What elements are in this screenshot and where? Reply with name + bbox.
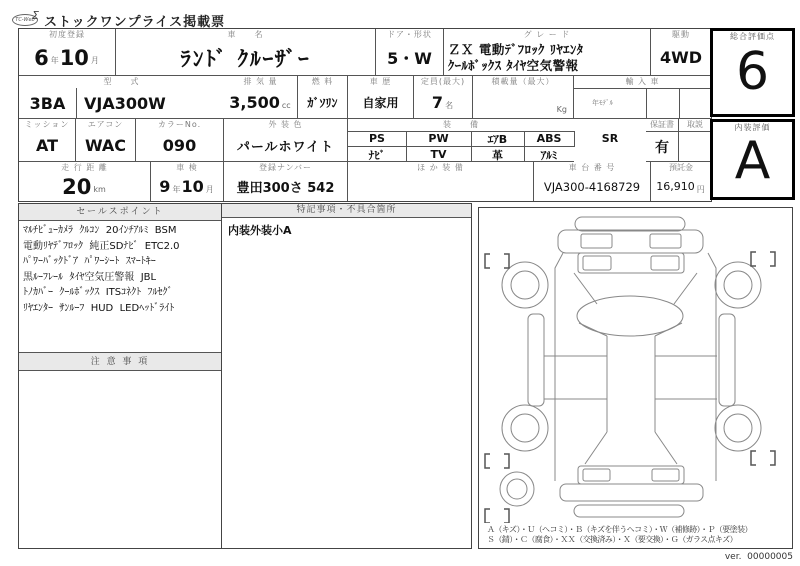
inspection-cell <box>151 162 224 201</box>
spare-tire <box>500 472 534 506</box>
grade-line1: ＺＸ 電動ﾃﾞﾌﾛｯｸ ﾘﾔｴﾝﾀ <box>448 42 584 57</box>
chassis-number-label: 車 台 番 号 <box>568 163 616 172</box>
load-capacity-cell <box>473 76 574 119</box>
mileage-label: 走 行 距 離 <box>61 163 108 172</box>
interior-score-value: A <box>734 131 771 191</box>
inspection-month: 10 <box>181 177 204 196</box>
notes-value: 内装外装小A <box>228 224 292 237</box>
inspection-year: 9 <box>159 177 171 196</box>
headlight-right <box>650 234 681 248</box>
registration-number-label: 登録ナンバー <box>258 163 313 172</box>
fuel-value: ｶﾞｿﾘﾝ <box>307 96 338 110</box>
front-bumper <box>575 217 685 231</box>
inspection-label: 車 検 <box>176 163 198 172</box>
transmission-value: AT <box>35 136 59 155</box>
yen-unit: 円 <box>696 185 705 194</box>
import-car-label: 輸 入 車 <box>574 76 711 89</box>
history-label: 車 歴 <box>369 77 392 86</box>
other-equipment-label: ほ か 装 備 <box>417 163 464 172</box>
year-unit: 年 <box>172 185 181 194</box>
equip-leather: 革 <box>492 148 503 162</box>
capacity-label: 定員(最大) <box>420 77 466 86</box>
model-prefix-value: 3BA <box>29 94 66 113</box>
notes-header: 特記事項・不具合箇所 <box>222 204 471 218</box>
door-shape-cell <box>376 29 444 76</box>
warranty-cell <box>646 119 679 162</box>
car-name-cell <box>116 29 376 76</box>
door-seams <box>544 356 717 399</box>
chassis-number-cell <box>534 162 651 201</box>
damage-legend-line1: Ａ（キズ）・Ｕ（ヘコミ）・Ｂ（キズを伴うヘコミ）・Ｗ（補修跡）・Ｐ（要塗装） <box>487 525 752 534</box>
history-value: 自家用 <box>362 96 399 110</box>
car-name-label: 車 名 <box>227 30 264 39</box>
deposit-label: 預託金 <box>669 163 693 172</box>
year-unit: 年 <box>50 56 59 65</box>
model-code-value: VJA300W <box>84 94 166 113</box>
km-unit: km <box>93 185 106 194</box>
headlight-left <box>581 234 612 248</box>
load-capacity-label: 積載量（最大） <box>491 77 555 86</box>
notes-panel <box>222 203 472 549</box>
color-no-cell <box>136 119 224 162</box>
warranty-label: 保証書 <box>646 119 678 132</box>
fuel-label: 燃 料 <box>311 77 334 86</box>
caution-header: 注 意 事 項 <box>19 352 221 371</box>
import-year-model-label: 年ﾓﾃﾞﾙ <box>592 99 613 107</box>
door-shape-value: 5・W <box>387 49 432 68</box>
displacement-value: 3,500 <box>229 93 280 112</box>
taillight-left <box>583 469 610 481</box>
sales-line: 電動ﾘﾔﾃﾞﾌﾛｯｸ 純正SDﾅﾋﾞ ETC2.0 <box>23 240 180 252</box>
taillight-right <box>652 469 679 481</box>
aircon-value: WAC <box>84 136 127 155</box>
equip-abs: ABS <box>536 132 562 145</box>
page-title: ストックワンプライス掲載票 <box>44 15 226 30</box>
import-car-cell <box>574 76 711 119</box>
equipment-label: 装 備 <box>348 119 574 132</box>
sales-line: ﾊﾟﾜｰﾊﾞｯｸﾄﾞｱ ﾊﾟﾜｰｼｰﾄ ｽﾏｰﾄｷｰ <box>23 256 156 267</box>
divider <box>646 89 647 119</box>
a-pillars <box>574 273 697 304</box>
divider <box>679 89 680 119</box>
drive-label: 駆動 <box>672 30 690 39</box>
car-top-view-diagram <box>479 208 792 523</box>
exterior-color-cell <box>224 119 348 162</box>
aircon-cell <box>76 119 136 162</box>
rear-left-wheel <box>502 405 548 451</box>
mileage-value: 20 <box>62 174 92 199</box>
registration-number-cell <box>224 162 348 201</box>
grade-line2: ｸｰﾙﾎﾞｯｸｽ ﾀｲﾔ空気警報 <box>448 58 579 73</box>
manual-value <box>679 132 711 161</box>
equip-alloy: ｱﾙﾐ <box>540 148 558 162</box>
transmission-label: ミッション <box>24 120 70 129</box>
interior-score-box <box>710 119 795 200</box>
rear-bumper <box>574 505 684 517</box>
capacity-cell <box>414 76 473 119</box>
capacity-unit: 名 <box>445 101 454 110</box>
drive-cell <box>651 29 711 76</box>
sales-points-panel <box>18 203 222 549</box>
capacity-value: 7 <box>431 93 444 112</box>
deposit-value: 16,910 <box>656 180 695 193</box>
car-name-value: ﾗﾝﾄﾞ ｸﾙｰｻﾞｰ <box>180 46 311 71</box>
manual-label: 取説 <box>679 119 711 132</box>
tcweb-logo-sigma-icon: Σ <box>32 9 39 22</box>
damage-legend-line2: Ｓ（錆）・Ｃ（腐食）・ＸＸ（交換済み）・Ｘ（要交換）・Ｇ（ガラス点キズ） <box>487 535 737 544</box>
sales-points-header: セールスポイント <box>19 204 221 221</box>
equip-ps: PS <box>369 132 385 145</box>
first-registration-cell <box>19 29 116 76</box>
overall-score-value: 6 <box>735 42 770 102</box>
side-step-right <box>719 314 735 406</box>
interior-score-label: 内装評価 <box>734 123 771 132</box>
grade-label: グ レ ー ド <box>523 30 571 39</box>
other-equipment-cell <box>348 162 534 201</box>
overall-score-box <box>710 28 795 117</box>
sales-line: ﾏﾙﾁﾋﾞｭｰｶﾒﾗ ｸﾙｺﾝ 20ｲﾝﾁｱﾙﾐ BSM <box>23 225 177 236</box>
displacement-cell <box>224 76 298 119</box>
body-sides <box>555 253 716 481</box>
kg-unit: Kg <box>556 105 567 114</box>
roof-rails <box>607 336 655 432</box>
rear-right-wheel <box>715 405 761 451</box>
grade-cell <box>444 29 651 76</box>
month-unit: 月 <box>90 56 99 65</box>
month-unit: 月 <box>205 185 214 194</box>
rear-fascia <box>560 484 703 501</box>
sales-line: 黒ﾙｰﾌﾚｰﾙ ﾀｲﾔ空気圧警報 JBL <box>23 271 157 283</box>
sales-line: ﾘﾔｴﾝﾀｰ ｻﾝﾙｰﾌ HUD LEDﾍｯﾄﾞﾗｲﾄ <box>23 302 175 314</box>
color-no-value: 090 <box>162 136 197 155</box>
c-pillars <box>585 432 677 464</box>
exterior-color-value: パールホワイト <box>236 140 335 155</box>
vehicle-spec-table <box>18 28 712 202</box>
equip-blank <box>574 147 646 162</box>
cc-unit: cc <box>281 101 291 110</box>
front-left-wheel <box>502 262 548 308</box>
overall-score-label: 総合評価点 <box>730 32 775 41</box>
tcweb-logo: TC-Web <box>12 14 38 26</box>
equip-airbag: ｴｱB <box>487 132 508 146</box>
deposit-cell <box>651 162 711 201</box>
exterior-color-label: 外 装 色 <box>268 120 303 129</box>
sales-line: ﾄﾉｶﾊﾞｰ ｸｰﾙﾎﾞｯｸｽ ITSｺﾈｸﾄ ﾌﾙｾｸﾞ <box>23 287 173 298</box>
warranty-value: 有 <box>655 139 669 156</box>
model-code-label: 型 式 <box>103 77 140 86</box>
drive-value: 4WD <box>659 48 703 67</box>
mileage-cell <box>19 162 151 201</box>
transmission-cell <box>19 119 76 162</box>
front-right-wheel <box>715 262 761 308</box>
equip-sr: SR <box>601 132 619 145</box>
door-shape-label: ドア・形状 <box>387 30 432 39</box>
damage-diagram-panel <box>478 207 793 549</box>
color-no-label: カラーNo. <box>157 120 202 129</box>
equip-tv: TV <box>430 148 447 161</box>
manual-cell <box>679 119 711 162</box>
displacement-label: 排 気 量 <box>243 77 278 86</box>
first-registration-month: 10 <box>59 45 89 70</box>
equip-pw: PW <box>428 132 449 145</box>
first-registration-label: 初度登録 <box>49 30 85 39</box>
fuel-cell <box>298 76 348 119</box>
history-cell <box>348 76 414 119</box>
first-registration-year: 6 <box>34 45 49 70</box>
other-equipment-value <box>348 174 533 199</box>
registration-number-value: 豊田300さ 542 <box>236 181 335 196</box>
side-step-left <box>528 314 544 406</box>
version-number: ver. 00000005 <box>724 552 793 562</box>
equip-navi: ﾅﾋﾞ <box>368 148 386 162</box>
chassis-number-value: VJA300-4168729 <box>543 179 641 194</box>
aircon-label: エアコン <box>87 120 124 129</box>
